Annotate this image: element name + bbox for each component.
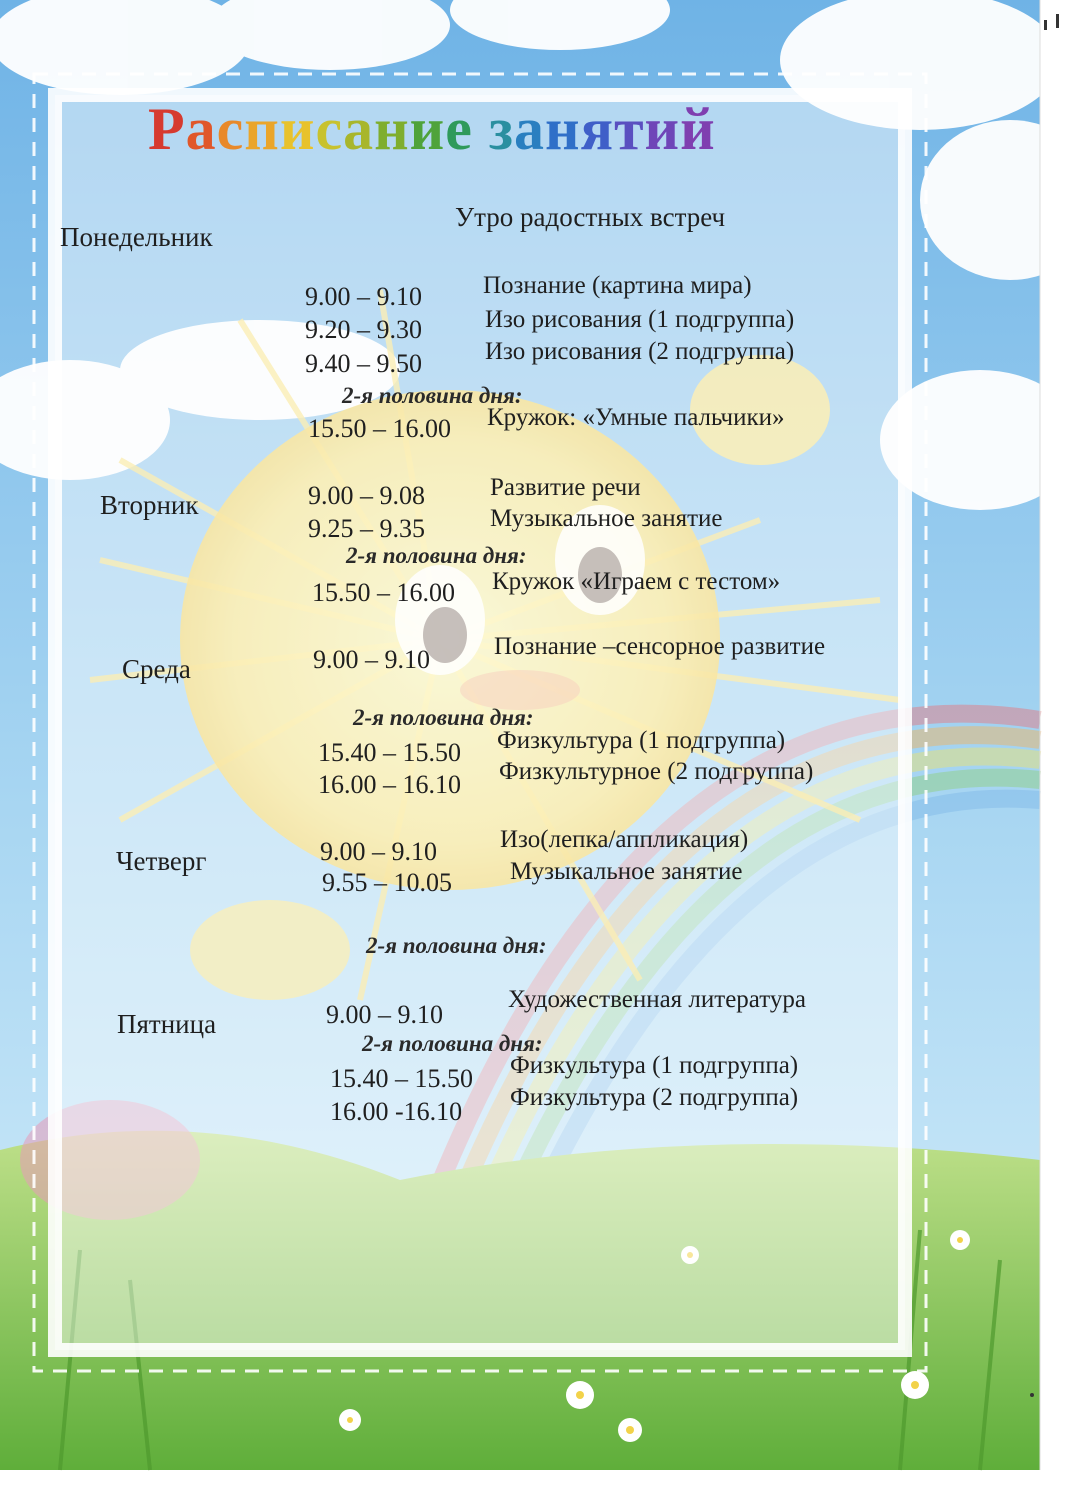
time-wednesday-3: 16.00 – 16.10 [318, 770, 461, 799]
activity-monday-4: Кружок: «Умные пальчики» [487, 404, 785, 431]
title-letter: т [614, 96, 645, 162]
activity-tuesday-1: Развитие речи [490, 474, 641, 501]
time-monday-4: 15.50 – 16.00 [308, 414, 451, 443]
activity-friday-1: Художественная литература [508, 986, 806, 1013]
time-thursday-2: 9.55 – 10.05 [322, 868, 452, 897]
time-monday-2: 9.20 – 9.30 [305, 315, 422, 344]
time-tuesday-3: 15.50 – 16.00 [312, 578, 455, 607]
morning-label: Утро радостных встреч [455, 202, 726, 232]
title-letter: з [488, 96, 515, 162]
time-friday-2: 15.40 – 15.50 [330, 1064, 473, 1093]
time-monday-3: 9.40 – 9.50 [305, 349, 422, 378]
title-letter: и [644, 96, 681, 162]
time-wednesday-2: 15.40 – 15.50 [318, 738, 461, 767]
time-wednesday-1: 9.00 – 9.10 [313, 645, 430, 674]
title-letter: с [216, 96, 245, 162]
activity-tuesday-2: Музыкальное занятие [490, 505, 723, 532]
title-letter: н [374, 96, 410, 162]
time-friday-3: 16.00 -16.10 [330, 1097, 463, 1126]
day-tuesday: Вторник [100, 490, 199, 520]
title-letter: н [545, 96, 581, 162]
page-title [148, 95, 716, 164]
half-day-label: 2-я половина дня: [342, 383, 523, 408]
day-friday: Пятница [117, 1009, 217, 1039]
title-letter: а [343, 96, 375, 162]
day-thursday: Четверг [116, 846, 207, 876]
title-letter: и [409, 96, 446, 162]
title-letter: й [680, 96, 716, 162]
activity-wednesday-3: Физкультурное (2 подгруппа) [499, 758, 814, 785]
title-letter: я [580, 96, 615, 162]
activity-thursday-1: Изо(лепка/аппликация) [500, 826, 749, 853]
activity-wednesday-1: Познание –сенсорное развитие [494, 633, 826, 660]
activity-monday-2: Изо рисования (1 подгруппа) [485, 306, 795, 333]
title-letter [473, 95, 489, 164]
time-tuesday-2: 9.25 – 9.35 [308, 514, 425, 543]
time-tuesday-1: 9.00 – 9.08 [308, 481, 425, 510]
half-day-label: 2-я половина дня: [362, 1031, 543, 1056]
title-letter: п [244, 96, 280, 162]
activity-tuesday-3: Кружок «Играем с тестом» [492, 568, 781, 595]
title-letter: а [514, 96, 546, 162]
activity-monday-1: Познание (картина мира) [483, 272, 752, 299]
title-letter: и [279, 96, 316, 162]
activity-monday-3: Изо рисования (2 подгруппа) [485, 338, 795, 365]
half-day-label: 2-я половина дня: [366, 933, 547, 958]
title-letter: е [445, 96, 473, 162]
day-monday: Понедельник [60, 222, 213, 252]
title-letter: Р [148, 96, 186, 162]
half-day-label: 2-я половина дня: [346, 543, 527, 568]
half-day-label: 2-я половина дня: [353, 705, 534, 730]
activity-wednesday-2: Физкультура (1 подгруппа) [497, 727, 786, 754]
activity-thursday-2: Музыкальное занятие [510, 858, 743, 885]
activity-friday-3: Физкультура (2 подгруппа) [510, 1084, 799, 1111]
activity-friday-2: Физкультура (1 подгруппа) [510, 1052, 799, 1079]
day-wednesday: Среда [122, 654, 191, 684]
time-friday-1: 9.00 – 9.10 [326, 1000, 443, 1029]
time-monday-1: 9.00 – 9.10 [305, 282, 422, 311]
title-letter: а [185, 96, 217, 162]
time-thursday-1: 9.00 – 9.10 [320, 837, 437, 866]
title-letter: с [315, 96, 344, 162]
